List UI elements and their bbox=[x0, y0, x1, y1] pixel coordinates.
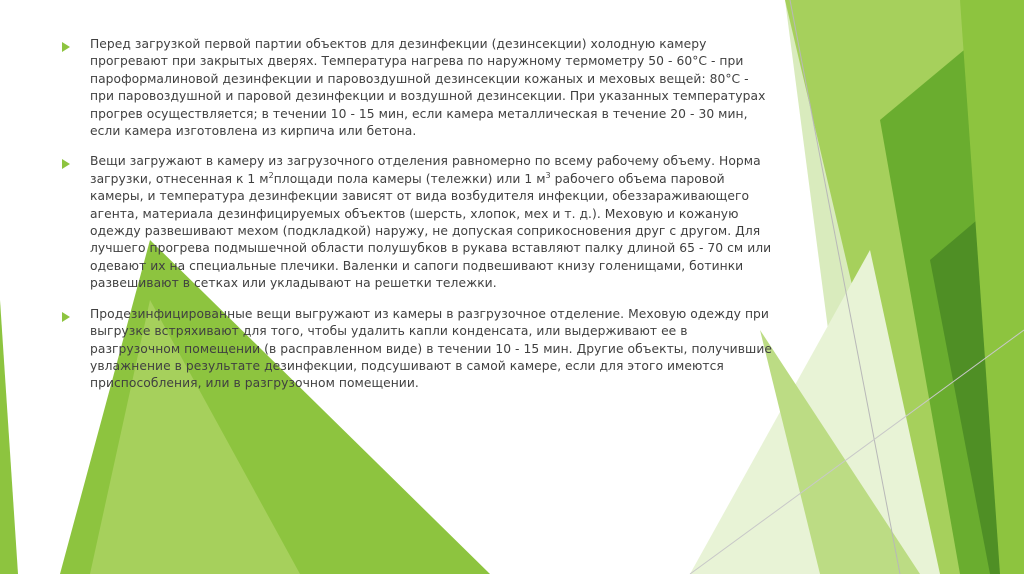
bullet-text-2-part-a: Вещи загружают в камеру из загрузочного отделения равномерно по всему рабочему объему. Норма загрузки, отнесенная к 1 м bbox=[90, 154, 761, 186]
bullet-text-2-part-b: площади пола камеры (тележки) или 1 м bbox=[273, 171, 546, 186]
superscript-3: 3 bbox=[545, 170, 551, 180]
bullet-text-3: Продезинфицированные вещи выгружают из камеры в разгрузочное отделение. Меховую одежду при выгрузке встряхивают для того, чтобы удалить капли конденсата, или выдерживают ее в разгрузочном помещении (в расправленном виде) в течении 10 - 15 мин. Другие объекты, получившие увлажнение в результате дезинфекции, подсушивают в самой камере, если для этого имеются приспособления, или в разгрузочном помещении. bbox=[90, 306, 772, 391]
superscript-2: 2 bbox=[268, 170, 274, 180]
triangle-bullet-icon bbox=[62, 42, 70, 52]
triangle-bullet-icon bbox=[62, 312, 70, 322]
left-edge-shape bbox=[0, 300, 18, 574]
bullet-text-2-part-c: рабочего объема паровой камеры, и температура дезинфекции зависят от вида возбудителя инфекции, обеззараживающего агента, материала дезинфицируемых объектов (шерсть, хлопок, мех и т. д.). Меховую и кожаную одежду развешивают мехом (подкладкой) наружу, не допуская соприкосновения друг с другом. Для лучшего прогрева подмышечной области полушубков в рукава вставляют палку длиной 65 - 70 см или одевают их на специальные плечики. Валенки и сапоги подвешивают книзу голенищами, ботинки развешивают в сетках или укладывают на решетки тележки. bbox=[90, 171, 772, 291]
slide-content bbox=[62, 36, 774, 406]
triangle-bullet-icon bbox=[62, 159, 70, 169]
bullet-text-1: Перед загрузкой первой партии объектов для дезинфекции (дезинсекции) холодную камеру прогревают при закрытых дверях. Температура нагрева по наружному термометру 50 - 60°С - при пароформалиновой дезинфекции и паровоздушной дезинсекции кожаных и меховых вещей: 80°С - при паровоздушной и паровой дезинфекции и воздушной дезинсекции. При указанных температурах прогрев осуществляется; в течении 10 - 15 мин, если камера металлическая в течение 20 - 30 мин, если камера изготовлена из кирпича или бетона. bbox=[90, 37, 766, 139]
bullet-item-1 bbox=[62, 36, 774, 140]
bullet-item-3 bbox=[62, 306, 774, 393]
bullet-text-2 bbox=[90, 153, 774, 292]
bullet-item-2 bbox=[62, 153, 774, 292]
